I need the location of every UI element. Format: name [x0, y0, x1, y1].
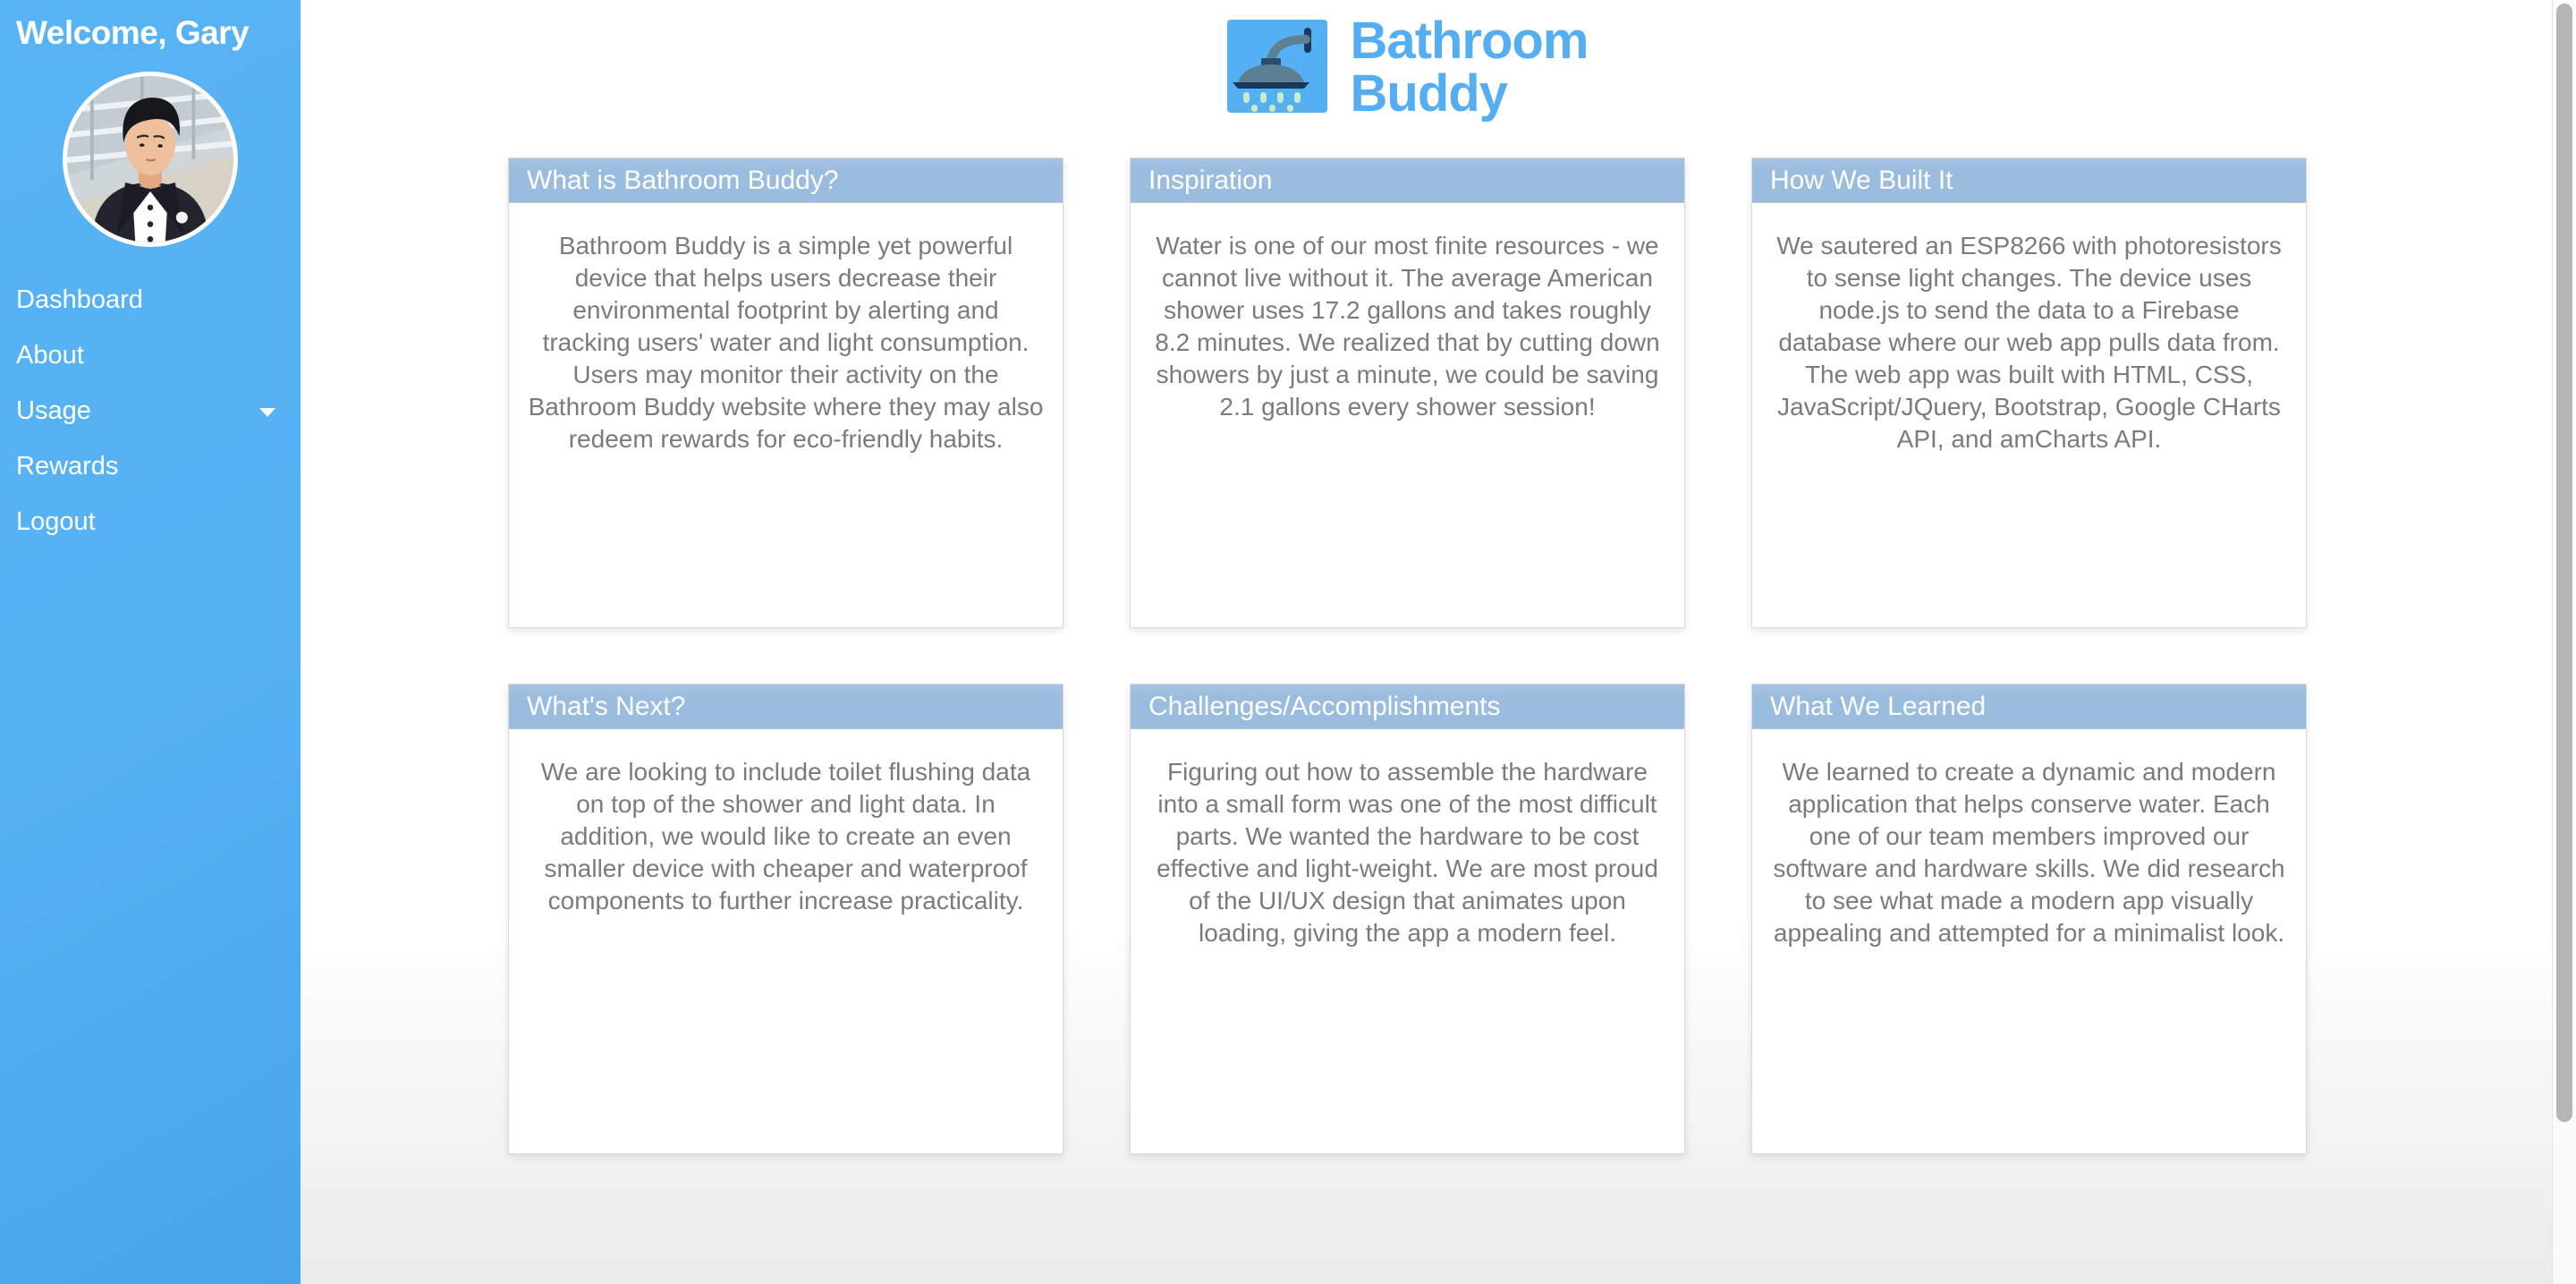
cards-grid — [508, 157, 2307, 1154]
card-text: Bathroom Buddy is a simple yet powerful device that helps users decrease their environmental footprint by alerting and tracking users' water and light consumption. Users may monitor their activity on the Bathroom Buddy website where they may also redeem rewards for eco-friendly habits. — [528, 232, 1044, 453]
content-container — [508, 0, 2307, 1154]
info-card — [508, 684, 1063, 1154]
card-header — [1752, 685, 2306, 729]
card-text: Figuring out how to assemble the hardware into a small form was one of the most difficult parts. We wanted the hardware to be cost effective and light-weight. We are most proud of the UI/UX design that animates upon loading, giving the app a modern feel. — [1157, 758, 1658, 947]
info-card — [1751, 684, 2307, 1154]
app-title — [1350, 12, 1589, 123]
sidebar-item-about[interactable] — [0, 327, 301, 383]
card-header — [1752, 158, 2306, 203]
card-body — [1131, 203, 1684, 450]
app-logo — [508, 14, 2307, 147]
card-body — [1131, 729, 1684, 976]
nav-item-label: Usage — [16, 395, 91, 425]
info-card — [508, 157, 1063, 628]
card-body — [509, 203, 1063, 482]
app-title-line2: Buddy — [1350, 64, 1507, 123]
card-body — [1752, 203, 2306, 482]
nav-item-label: Logout — [16, 506, 96, 536]
card-text: We are looking to include toilet flushing data on top of the shower and light data. In addition, we would like to create an even smaller device with cheaper and waterproof components to further increase practicality. — [540, 758, 1031, 914]
card-title: What is Bathroom Buddy? — [527, 165, 839, 195]
avatar — [63, 72, 238, 247]
card-header — [1131, 158, 1684, 203]
user-photo — [67, 76, 233, 242]
card-body — [1752, 729, 2306, 976]
card-title: Challenges/Accomplishments — [1148, 691, 1501, 721]
card-text: We sautered an ESP8266 with photoresistors to sense light changes. The device uses node.js to send the data to a Firebase database where our web app pulls data from. The web app was built with HTML, CSS, JavaScript/JQuery, Bootstrap, Google CHarts API, and amCharts API. — [1776, 232, 2282, 453]
card-title: Inspiration — [1148, 165, 1273, 195]
card-title: What's Next? — [527, 691, 686, 721]
card-header — [509, 158, 1063, 203]
card-text: We learned to create a dynamic and modern application that helps conserve water. Each one of our team members improved our software and hardware skills. We did research to see what made a modern app visually appealing and attempted for a minimalist look. — [1773, 758, 2285, 947]
sidebar-item-usage[interactable] — [0, 383, 301, 438]
shower-head-icon — [1227, 14, 1327, 113]
info-card — [1130, 684, 1685, 1154]
nav-item-label: Rewards — [16, 451, 119, 480]
card-body — [509, 729, 1063, 944]
sidebar-item-rewards[interactable] — [0, 438, 301, 494]
welcome-message: Welcome, Gary — [16, 14, 250, 51]
card-header — [509, 685, 1063, 729]
info-card — [1751, 157, 2307, 628]
chevron-down-icon — [259, 408, 275, 417]
card-header — [1131, 685, 1684, 729]
scrollbar-thumb[interactable] — [2556, 4, 2572, 1122]
card-title: How We Built It — [1770, 165, 1953, 195]
card-text: Water is one of our most finite resources - we cannot live without it. The average American shower uses 17.2 gallons and takes roughly 8.2 minutes. We realized that by cutting down showers by just a minute, we could be saving 2.1 gallons every shower session! — [1155, 232, 1660, 421]
app-title-line1: Bathroom — [1350, 12, 1589, 70]
info-card — [1130, 157, 1685, 628]
nav-item-label: Dashboard — [16, 285, 143, 314]
sidebar-item-dashboard[interactable] — [0, 272, 301, 327]
sidebar-nav — [0, 272, 301, 549]
sidebar-item-logout[interactable] — [0, 494, 301, 549]
main-content — [301, 0, 2576, 1284]
card-title: What We Learned — [1770, 691, 1987, 721]
nav-item-label: About — [16, 340, 84, 370]
vertical-scrollbar[interactable] — [2552, 0, 2576, 1284]
sidebar — [0, 0, 301, 1284]
